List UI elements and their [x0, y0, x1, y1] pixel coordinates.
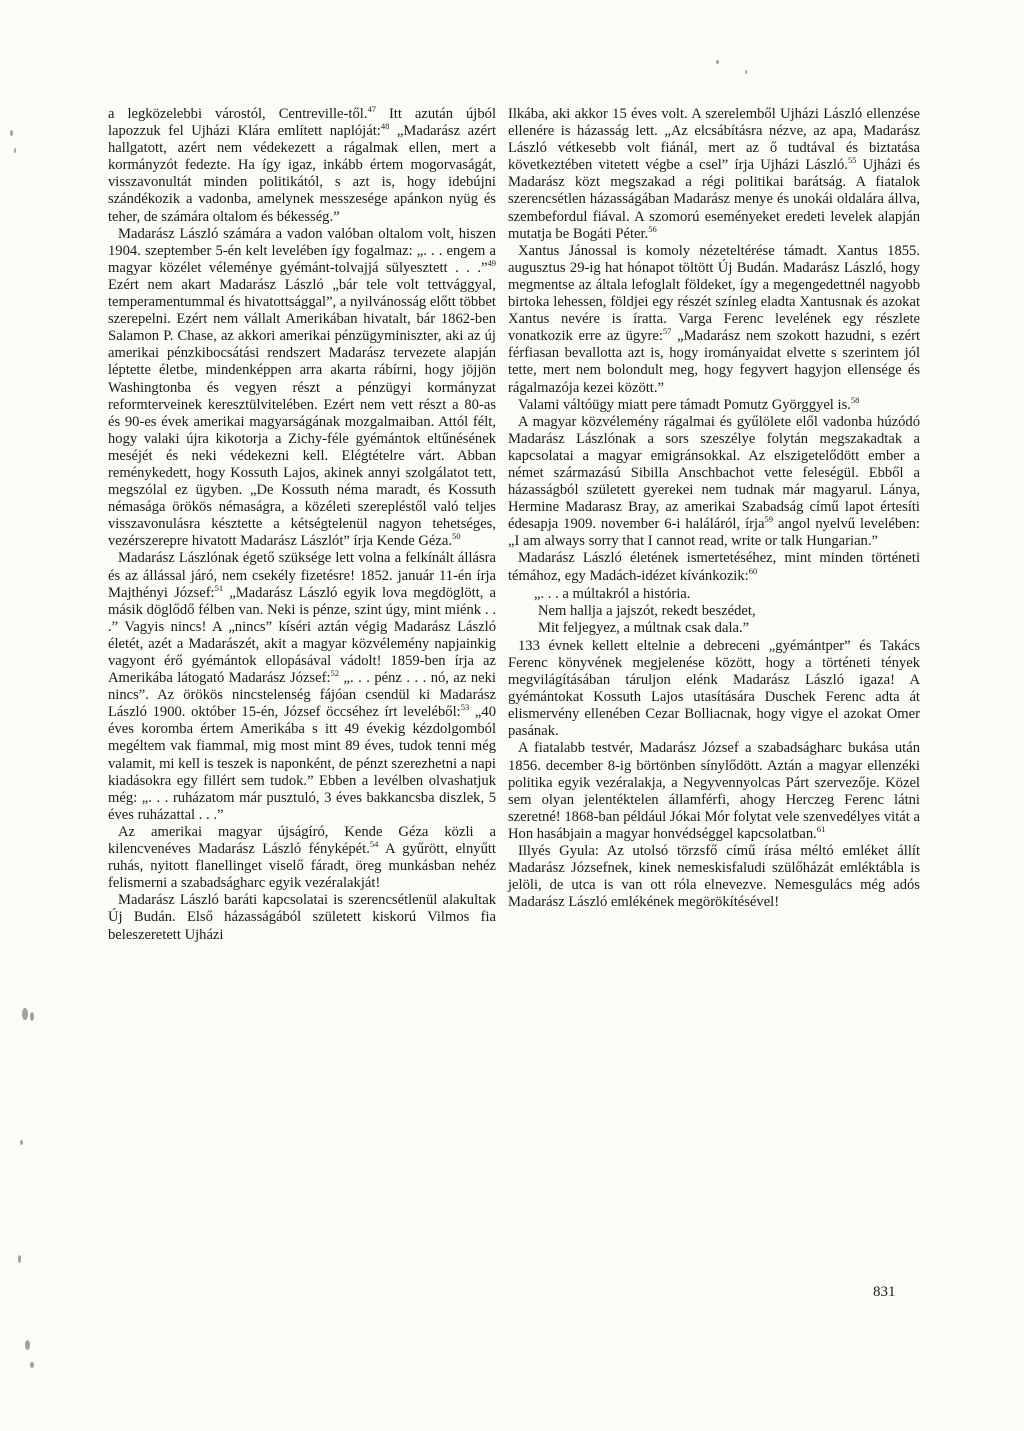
paragraph — [108, 106, 496, 226]
footnote-ref: 50 — [451, 531, 461, 542]
paragraph-text: Ilkába, aki akkor 15 éves volt. A szerelemből Ujházi László ellenzése ellenére is házasság lett. „Az elcsábításra nézve, az apa, Madarász László vétkesebb volt fiánál, mert az ő tudtával és biztatása következtében vitetett végbe a csel” írja Ujházi László. — [508, 106, 920, 174]
paragraph-text: a legközelebbi várostól, Centreville-től. — [108, 106, 368, 122]
paragraph-text: „. . . pénz . . . nó, az neki nincs”. Az örökös nincstelenség fájóan csendül ki Madarász László 1900. október 15-én, József öccséhez írt leveléből: — [108, 670, 496, 721]
paragraph — [108, 824, 496, 892]
paragraph-text: Ezért nem akart Madarász László „bár tele volt tettvággyal, temperamentummal és hivatottsággal”, a nyilvánosság előtt többet szerepelni. Ezért nem vállalt Amerikában hivatalt, bár 1862-ben Salamon P. Chase, az akkori amerikai pénzügyminiszter, aki az új amerikai pénzkibocsátási rendszert Madarász tervezete alapján léptette életbe, mindenképpen arra akarta rábírni, hogy jöjjön Washingtonba és vegyen részt a pénzügyi kormányzat reformterveinek keresztülvitelében. Ezért nem vett részt a 80-as és 90-es évek amerikai magyarságának mozgalmaiban. Attól félt, hogy valaki újra kikotorja a Zichy-féle gyémántok eltűnésének meséjét és neki védekezni kell. Elégtételre várt. Abban reménykedett, hogy Kossuth Lajos, akinek annyi szolgálatot tett, megszólal ez ügyben. „De Kossuth néma maradt, és Kossuth némasága örökös némaságra, a közéleti szerepléstől való teljes visszavonulásra késztette a kétségtelenül nagyon tehetséges, vezérszerepre hivatott Madarász Lászlót” írja Kende Géza. — [108, 276, 496, 550]
paragraph — [108, 226, 496, 551]
right-paragraphs-before-quote — [508, 106, 920, 585]
paragraph-text: A fiatalabb testvér, Madarász József a szabadságharc bukása után 1856. december 8-ig börtönben sínylődött. Aztán a magyar ellenzéki politika egyik vezéralakja, a Negyvennyolcas Párt szervezője. Közel sem olyan jelentéktelen államférfi, ahogy Herczeg Ferenc látni szeretné! 1868-ban például Jókai Mór folytat vele szenvedélyes vitát a Hon hasábjain a magyar honvédséggel kapcsolatban. — [508, 740, 920, 842]
scan-speck — [25, 1340, 30, 1350]
paragraph-text: Madarász Lászlónak égető szüksége lett volna a felkínált állásra és az állással járó, nem csekély fizetésre! 1852. január 11-én írja Majthényi József: — [108, 550, 496, 601]
quote-line: Nem hallja a jajszót, rekedt beszédet, — [538, 602, 756, 619]
scan-speck — [10, 130, 13, 136]
paragraph — [508, 394, 920, 414]
page-number: 831 — [873, 1284, 896, 1300]
paragraph-text: 133 évnek kellett eltelnie a debreceni „gyémántper” és Takács Ferenc könyvének megjelenése között, hogy a történeti tények megvilágításában táruljon elénk Madarász László igaza! A gyémántokat Kossuth Lajos utasítására Duschek Ferenc adta át elismervény ellenében Cezar Bolliacnak, hogy vigye el azokat Omer pasának. — [508, 637, 920, 740]
paragraph-text: „Madarász László egyik lova megdöglött, a másik döglődő félben van. Neki is pénze, szint úgy, mint miénk . . .” Vagyis nincs! A „nincs” kíséri aztán végig Madarász László életét, azét a Madarászét, akit a magyar közvélemény napjainkig vagyont érő gyémántok ellopásával vádolt! 1859-ben írja az Amerikába látogató Madarász József: — [108, 584, 496, 687]
paragraph — [508, 243, 920, 397]
footnote-ref: 54 — [369, 839, 379, 850]
paragraph-text: „Madarász nem szokott hazudni, s ezért férfiasan bevallotta azt is, hogy irományaidat elvette s szerintem jól tette, mert nem bolondult meg, hogy fegyvert hagyjon ellensége és rágalmazója kezei között.” — [508, 328, 920, 396]
quote-line: Mit feljegyez, a múltnak csak dala.” — [538, 619, 750, 636]
scan-speck — [14, 148, 16, 153]
footnote-ref: 56 — [648, 223, 657, 234]
paragraph-text: angol nyelvű levelében: „I am always sorry that I cannot read, write or talk Hungarian.” — [508, 516, 920, 550]
scan-speck — [716, 60, 719, 64]
paragraph-text: „Madarász azért hallgatott, azért nem védekezett a rágalmak ellen, mert a kormányzót fedezte. Ha így igaz, inkább értem mogorvaságát, visszavonultát minden politikától, s azt is, hogy idebújni szándékozik a vadonba, amelynek messzesége apánkon nyüg és teher, de számára oltalom és békesség.” — [108, 123, 496, 225]
scan-speck — [745, 70, 747, 74]
footnote-ref: 51 — [214, 582, 224, 593]
paragraph — [508, 638, 920, 741]
right-column — [508, 106, 920, 911]
quote-line: „. . . a múltakról a história. — [534, 585, 691, 602]
footnote-ref: 61 — [816, 823, 826, 834]
paragraph-text: Madarász László életének ismertetéséhez, mint minden történeti témához, egy Madách-idézet kívánkozik: — [508, 550, 920, 584]
scan-speck — [22, 1008, 28, 1020]
footnote-ref: 52 — [330, 668, 340, 679]
scan-speck — [18, 1255, 21, 1263]
footnote-ref: 58 — [850, 394, 860, 405]
right-paragraphs-after-quote — [508, 638, 920, 912]
footnote-ref: 47 — [367, 104, 376, 114]
paragraph-text: Az amerikai magyar újságíró, Kende Géza közli a kilencvenéves Madarász László fényképét. — [108, 823, 496, 858]
paragraph — [108, 892, 496, 943]
footnote-ref: 57 — [662, 326, 672, 337]
left-column — [108, 106, 496, 944]
paragraph-text: A gyűrött, elnyűtt ruhás, nyitott flanellinget viselő fáradt, öreg munkásban nehéz felismerni a szabadságharc egyik vezéralakját! — [108, 841, 496, 892]
footnote-ref: 49 — [487, 257, 496, 268]
footnote-ref: 48 — [380, 121, 390, 132]
madach-quote — [508, 586, 920, 637]
paragraph-text: Itt azután újból lapozzuk fel Ujházi Klára említett naplóját: — [108, 106, 496, 140]
paragraph-text: Xantus Jánossal is komoly nézeteltérése támadt. Xantus 1855. augusztus 29-ig hat hónapot töltött Új Budán. Madarász László, hogy megmentse az általa lefoglalt földeket, így a megengedettnél nagyobb birtoka lehessen, földjei egy részét színleg eladta Xantusnak és azokat Xantus nevére is íratta. Varga Ferenc levelének egy részlete vonatkozik erre az ügyre: — [508, 242, 920, 345]
paragraph-text: Madarász László baráti kapcsolatai is szerencsétlenül alakultak Új Budán. Első házasságából született kiskorú Vilmos fia beleszeretett Ujházi — [108, 892, 496, 943]
paragraph — [508, 550, 920, 584]
paragraph — [508, 414, 920, 551]
paragraph — [508, 740, 920, 843]
paragraph-text: Madarász László számára a vadon valóban oltalom volt, hiszen 1904. szeptember 5-én kelt levelében így fogalmaz: „. . . engem a magyar közélet véleménye gyémánt-tolvajjá sülyesztett . . .” — [108, 225, 496, 276]
scan-speck — [20, 1140, 23, 1145]
paragraph-text: A magyar közvélemény rágalmai és gyűlölete elől vadonba húzódó Madarász Lászlónak a sors szeszélye folytán megszakadtak a kapcsolatai a magyar emigránsokkal. Az elszigetelődött ember a német származású Sibilla Anschbachot vette feleségül. Ebből a házasságból született gyerekei nem tudnak már magyarul. Lánya, Hermine Madarasz Bray, az amerikai Szabadság című lapot értesíti édesapja 1909. november 6-i haláláról, írja — [508, 413, 920, 533]
footnote-ref: 55 — [847, 155, 857, 166]
footnote-ref: 60 — [748, 565, 758, 576]
paragraph-text: Ujházi és Madarász közt megszakad a régi politikai barátság. A fiatalok szerencsétlen házasságában Madarász menye és unokái oldalára állva, szembefordul fiával. A szomorú eseményeket eredeti levelek alapján mutatja be Bogáti Péter. — [508, 157, 920, 242]
footnote-ref: 59 — [764, 514, 774, 525]
paragraph — [508, 843, 920, 911]
scan-speck — [30, 1012, 34, 1021]
paragraph — [508, 106, 920, 243]
paragraph-text: Valami váltóügy miatt pere támadt Pomutz Györggyel is. — [518, 396, 851, 413]
paragraph — [108, 550, 496, 824]
scan-speck — [30, 1362, 34, 1368]
footnote-ref: 53 — [460, 702, 470, 713]
paragraph-text: Illyés Gyula: Az utolsó törzsfő című írása méltó emléket állít Madarász Józsefnek, kinek nemeskisfaludi szülőházát emléktábla is jelöli, de utca is van ott róla elnevezve. Nemesgulács még adós Madarász László emlékének megörökítésével! — [508, 843, 920, 911]
paragraph-text: „40 éves koromba értem Amerikába s itt 49 évekig kézdolgomból megéltem vak fiammal, mig most mint 89 éves, tudok tenni még valamit, mi kell is teszek is naponként, de pénzt szerezhetni a napi kiadásokra egy fillért sem tudok.” Ebben a levélben olvashatjuk még: „. . . ruházatom már pusztuló, 3 éves bakkancsba diszlek, 5 éves ruházattal . . .” — [108, 704, 496, 823]
